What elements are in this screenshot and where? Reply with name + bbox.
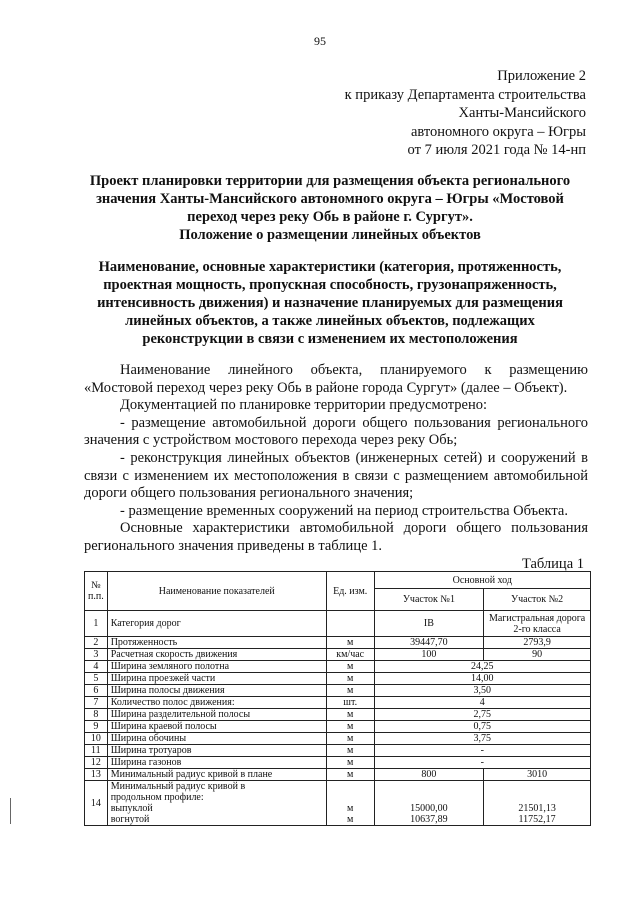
row-name-line: продольном профиле: xyxy=(110,792,204,803)
row-value-2: 2793,9 xyxy=(484,637,591,649)
row-name: Ширина газонов xyxy=(107,757,326,769)
row-name: Ширина краевой полосы xyxy=(107,721,326,733)
row-number: 11 xyxy=(85,745,108,757)
document-title xyxy=(72,172,588,244)
table-row xyxy=(85,769,591,781)
table-row xyxy=(85,709,591,721)
row-name: Ширина полосы движения xyxy=(107,685,326,697)
row-value-line: 21501,13 xyxy=(518,803,556,814)
header-main: Основной ход xyxy=(374,572,590,589)
table-row xyxy=(85,697,591,709)
table-row xyxy=(85,649,591,661)
row-unit: м xyxy=(326,709,374,721)
row-number: 1 xyxy=(85,611,108,637)
row-name: Ширина обочины xyxy=(107,733,326,745)
table-caption: Таблица 1 xyxy=(521,556,584,572)
row-number: 6 xyxy=(85,685,108,697)
row-value-merged: - xyxy=(374,745,590,757)
row-unit-line: м xyxy=(347,803,354,814)
row-name: Ширина разделительной полосы xyxy=(107,709,326,721)
characteristics-table xyxy=(84,571,591,826)
row-name: Категория дорог xyxy=(107,611,326,637)
row-value-merged: 3,75 xyxy=(374,733,590,745)
row-unit: м xyxy=(326,757,374,769)
annex-line: автономного округа – Югры xyxy=(410,123,586,140)
row-unit: км/час xyxy=(326,649,374,661)
header-section-2: Участок №2 xyxy=(484,589,591,611)
row-value-1: 100 xyxy=(374,649,484,661)
row-number: 12 xyxy=(85,757,108,769)
row-unit: м xyxy=(326,685,374,697)
row-value-merged: 0,75 xyxy=(374,721,590,733)
row-value-line: 10637,89 xyxy=(410,814,448,825)
paragraph: - размещение временных сооружений на период строительства Объекта. xyxy=(120,502,568,519)
row-unit xyxy=(326,781,374,826)
table-row xyxy=(85,733,591,745)
heading-line: реконструкции в связи с изменением их местоположения xyxy=(142,331,518,347)
row-value-2: 90 xyxy=(484,649,591,661)
row-name: Ширина проезжей части xyxy=(107,673,326,685)
header-num: № п.п. xyxy=(85,572,108,611)
title-line: значения Ханты-Мансийского автономного округа – Югры «Мостовой xyxy=(96,191,564,207)
row-value-1 xyxy=(374,781,484,826)
row-name: Протяженность xyxy=(107,637,326,649)
row-number: 2 xyxy=(85,637,108,649)
row-number: 7 xyxy=(85,697,108,709)
row-value-1: 800 xyxy=(374,769,484,781)
row-name: Минимальный радиус кривой в плане xyxy=(107,769,326,781)
table-row xyxy=(85,781,591,826)
annex-line: от 7 июля 2021 года № 14-нп xyxy=(407,142,586,158)
row-value-2 xyxy=(484,781,591,826)
row-number: 3 xyxy=(85,649,108,661)
row-unit: м xyxy=(326,769,374,781)
annex-line: Приложение 2 xyxy=(497,68,586,84)
row-name-line: Минимальный радиус кривой в xyxy=(110,781,246,792)
table-row xyxy=(85,637,591,649)
heading-line: интенсивность движения) и назначение планируемых для размещения xyxy=(97,295,563,311)
row-value-2: Магистральная дорога 2-го класса xyxy=(484,611,591,637)
table-row xyxy=(85,661,591,673)
header-section-1: Участок №1 xyxy=(374,589,484,611)
table-row xyxy=(85,745,591,757)
row-name: Ширина земляного полотна xyxy=(107,661,326,673)
row-name: Ширина тротуаров xyxy=(107,745,326,757)
table-row xyxy=(85,721,591,733)
row-number: 10 xyxy=(85,733,108,745)
paragraph: - размещение автомобильной дороги общего пользования регионального значения с устройством мостового перехода через реку Обь; xyxy=(84,414,588,449)
row-unit: м xyxy=(326,661,374,673)
row-unit xyxy=(326,611,374,637)
title-line: Положение о размещении линейных объектов xyxy=(179,227,481,243)
row-value-merged: 24,25 xyxy=(374,661,590,673)
row-number: 5 xyxy=(85,673,108,685)
heading-line: Наименование, основные характеристики (категория, протяженность, xyxy=(98,259,562,275)
body-text xyxy=(84,362,588,556)
table-row xyxy=(85,685,591,697)
row-unit: шт. xyxy=(326,697,374,709)
table-row xyxy=(85,673,591,685)
heading-line: линейных объектов, а также линейных объектов, подлежащих xyxy=(125,313,535,329)
row-number: 13 xyxy=(85,769,108,781)
header-unit: Ед. изм. xyxy=(326,572,374,611)
row-unit: м xyxy=(326,637,374,649)
heading-line: проектная мощность, пропускная способность, грузонапряженность, xyxy=(103,277,557,293)
row-value-1: IB xyxy=(374,611,484,637)
row-value-line: 15000,00 xyxy=(410,803,448,814)
annex-line: к приказу Департамента строительства xyxy=(344,86,586,103)
title-line: переход через реку Обь в районе г. Сургут». xyxy=(187,209,473,225)
row-value-merged: 2,75 xyxy=(374,709,590,721)
paragraph: Основные характеристики автомобильной дороги общего пользования регионального значения приведены в таблице 1. xyxy=(84,520,588,554)
page-number: 95 xyxy=(314,34,326,48)
paragraph: - реконструкция линейных объектов (инженерных сетей) и сооружений в связи с изменением их местоположения в связи с размещением автомобильной дороги общего пользования регионального значения; xyxy=(84,449,588,502)
title-line: Проект планировки территории для размещения объекта регионального xyxy=(89,173,571,189)
row-unit: м xyxy=(326,721,374,733)
row-unit: м xyxy=(326,733,374,745)
row-unit: м xyxy=(326,673,374,685)
row-value-merged: 4 xyxy=(374,697,590,709)
table-row xyxy=(85,611,591,637)
row-name: Количество полос движения: xyxy=(107,697,326,709)
paragraph: Документацией по планировке территории предусмотрено: xyxy=(120,397,487,414)
margin-mark xyxy=(10,798,11,824)
annex-line: Ханты-Мансийского xyxy=(458,105,586,121)
annex-block xyxy=(345,67,586,160)
row-name-line: вогнутой xyxy=(110,814,150,825)
row-number: 8 xyxy=(85,709,108,721)
row-name xyxy=(107,781,326,826)
row-number: 14 xyxy=(85,781,108,826)
row-value-merged: 14,00 xyxy=(374,673,590,685)
row-name: Расчетная скорость движения xyxy=(107,649,326,661)
row-value-merged: 3,50 xyxy=(374,685,590,697)
row-unit-line: м xyxy=(347,814,354,825)
row-value-line: 11752,17 xyxy=(518,814,556,825)
row-name-line: выпуклой xyxy=(110,803,153,814)
row-value-1: 39447,70 xyxy=(374,637,484,649)
header-name: Наименование показателей xyxy=(107,572,326,611)
section-heading xyxy=(72,258,588,348)
row-number: 9 xyxy=(85,721,108,733)
row-unit: м xyxy=(326,745,374,757)
row-number: 4 xyxy=(85,661,108,673)
row-value-2: 3010 xyxy=(484,769,591,781)
table-row xyxy=(85,757,591,769)
row-value-merged: - xyxy=(374,757,590,769)
paragraph: Наименование линейного объекта, планируемого к размещению «Мостовой переход через реку Обь в районе города Сургут» (далее – Объект). xyxy=(84,362,588,396)
